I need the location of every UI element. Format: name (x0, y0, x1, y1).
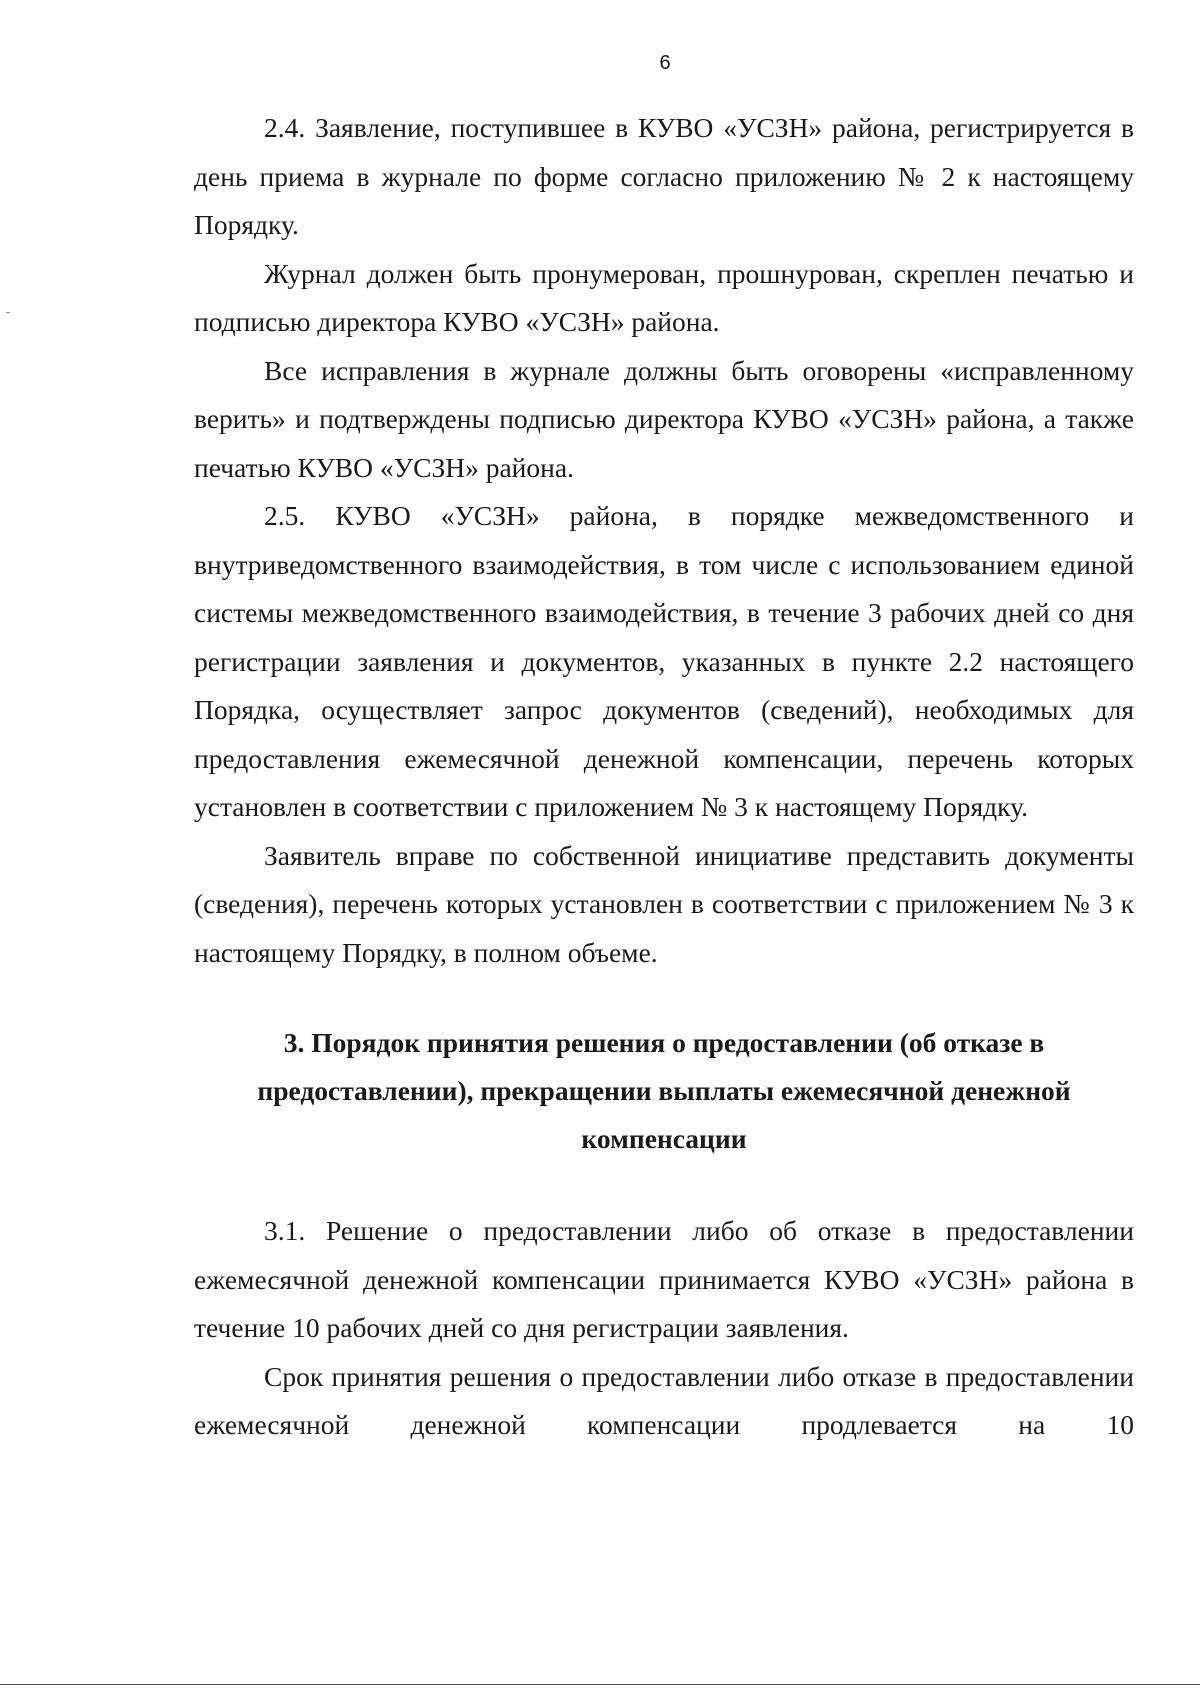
paragraph-2-4: 2.4. Заявление, поступившее в КУВО «УСЗН» района, регистрируется в день приема в журнале по форме согласно приложению № 2 к настоящему Порядку. (194, 112, 1134, 240)
page-number: 6 (659, 52, 671, 74)
paragraph-decision-term: Срок принятия решения о предоставлении либо отказе в предоставлении ежемесячной денежной компенсации продлевается на 10 (194, 1360, 1134, 1440)
paragraph-2-5: 2.5. КУВО «УСЗН» района, в порядке межведомственного и внутриведомственного взаимодействия, в том числе с использованием единой системы межведомственного взаимодействия, в течение 3 рабочих дней со дня регистрации заявления и документов, указанных в пункте 2.2 настоящего Порядка, осуществляет запрос документов (сведений), необходимых для предоставления ежемесячной денежной компенсации, перечень которых установлен в соответствии с приложением № 3 к настоящему Порядку. (194, 500, 1134, 822)
paragraph-applicant-right: Заявитель вправе по собственной инициативе представить документы (сведения), перечень которых установлен в соответствии с приложением № 3 к настоящему Порядку, в полном объеме. (194, 839, 1134, 968)
margin-mark (6, 312, 10, 313)
page-bottom-edge (0, 1684, 1200, 1685)
section-heading: 3. Порядок принятия решения о предоставлении (об отказе в предоставлении), прекращении выплаты ежемесячной денежной компенсации (257, 1027, 1071, 1154)
document-body (194, 104, 1134, 1450)
paragraph-journal-numbering: Журнал должен быть пронумерован, прошнурован, скреплен печатью и подписью директора КУВО «УСЗН» района. (194, 257, 1134, 337)
paragraph-3-1: 3.1. Решение о предоставлении либо об отказе в предоставлении ежемесячной денежной компенсации принимается КУВО «УСЗН» района в течение 10 рабочих дней со дня регистрации заявления. (194, 1215, 1134, 1343)
paragraph-journal-corrections: Все исправления в журнале должны быть оговорены «исправленному верить» и подтверждены подписью директора КУВО «УСЗН» района, а также печатью КУВО «УСЗН» района. (194, 354, 1134, 483)
